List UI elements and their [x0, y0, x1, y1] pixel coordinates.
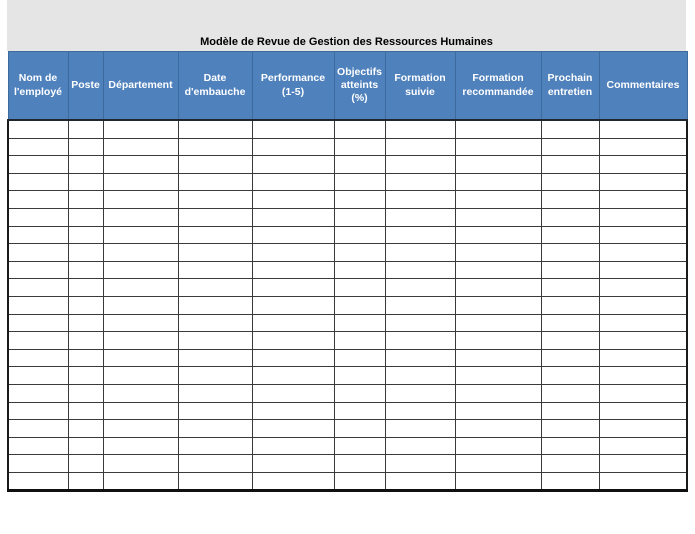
table-cell-performance[interactable] — [252, 191, 334, 209]
table-cell-prochain-entretien[interactable] — [541, 314, 599, 332]
table-cell-nom-employe[interactable] — [8, 138, 68, 156]
table-cell-commentaires[interactable] — [599, 226, 687, 244]
table-cell-objectifs-atteints[interactable] — [334, 472, 385, 491]
table-cell-performance[interactable] — [252, 420, 334, 438]
table-cell-nom-employe[interactable] — [8, 226, 68, 244]
table-cell-formation-recommandee[interactable] — [455, 226, 541, 244]
column-header-formation-recommandee: Formation recommandée — [455, 52, 541, 121]
table-cell-nom-employe[interactable] — [8, 191, 68, 209]
table-cell-poste[interactable] — [68, 120, 103, 138]
table-cell-objectifs-atteints[interactable] — [334, 314, 385, 332]
table-cell-poste[interactable] — [68, 261, 103, 279]
table-cell-departement[interactable] — [103, 191, 178, 209]
title-band — [7, 0, 686, 51]
table-cell-prochain-entretien[interactable] — [541, 402, 599, 420]
column-header-departement: Département — [103, 52, 178, 121]
table-cell-departement[interactable] — [103, 472, 178, 491]
table-cell-poste[interactable] — [68, 314, 103, 332]
table-cell-nom-employe[interactable] — [8, 437, 68, 455]
table-cell-prochain-entretien[interactable] — [541, 332, 599, 350]
table-cell-performance[interactable] — [252, 261, 334, 279]
table-cell-prochain-entretien[interactable] — [541, 226, 599, 244]
table-cell-formation-suivie[interactable] — [385, 402, 455, 420]
table-row — [8, 261, 687, 279]
table-cell-date-embauche[interactable] — [178, 420, 252, 438]
table-cell-objectifs-atteints[interactable] — [334, 279, 385, 297]
table-cell-prochain-entretien[interactable] — [541, 349, 599, 367]
table-cell-date-embauche[interactable] — [178, 314, 252, 332]
table-row — [8, 120, 687, 138]
table-cell-prochain-entretien[interactable] — [541, 208, 599, 226]
column-header-poste: Poste — [68, 52, 103, 121]
table-row — [8, 226, 687, 244]
table-cell-nom-employe[interactable] — [8, 455, 68, 473]
table-cell-formation-suivie[interactable] — [385, 349, 455, 367]
table-cell-commentaires[interactable] — [599, 349, 687, 367]
table-cell-commentaires[interactable] — [599, 402, 687, 420]
table-cell-formation-suivie[interactable] — [385, 191, 455, 209]
table-row — [8, 314, 687, 332]
table-cell-commentaires[interactable] — [599, 420, 687, 438]
table-row — [8, 437, 687, 455]
table-cell-departement[interactable] — [103, 349, 178, 367]
table-cell-departement[interactable] — [103, 261, 178, 279]
table-cell-commentaires[interactable] — [599, 244, 687, 262]
table-cell-departement[interactable] — [103, 296, 178, 314]
table-cell-prochain-entretien[interactable] — [541, 420, 599, 438]
table-cell-commentaires[interactable] — [599, 332, 687, 350]
table-cell-performance[interactable] — [252, 402, 334, 420]
table-cell-performance[interactable] — [252, 472, 334, 491]
table-cell-objectifs-atteints[interactable] — [334, 455, 385, 473]
table-cell-nom-employe[interactable] — [8, 156, 68, 174]
table-cell-poste[interactable] — [68, 420, 103, 438]
table-cell-objectifs-atteints[interactable] — [334, 367, 385, 385]
table-cell-commentaires[interactable] — [599, 138, 687, 156]
table-cell-prochain-entretien[interactable] — [541, 384, 599, 402]
table-cell-performance[interactable] — [252, 208, 334, 226]
table-cell-objectifs-atteints[interactable] — [334, 349, 385, 367]
table-cell-poste[interactable] — [68, 138, 103, 156]
table-cell-formation-suivie[interactable] — [385, 437, 455, 455]
table-cell-date-embauche[interactable] — [178, 191, 252, 209]
table-cell-prochain-entretien[interactable] — [541, 367, 599, 385]
table-cell-nom-employe[interactable] — [8, 296, 68, 314]
table-cell-nom-employe[interactable] — [8, 332, 68, 350]
table-cell-commentaires[interactable] — [599, 455, 687, 473]
table-cell-nom-employe[interactable] — [8, 279, 68, 297]
table-cell-prochain-entretien[interactable] — [541, 437, 599, 455]
table-cell-formation-recommandee[interactable] — [455, 332, 541, 350]
column-header-date-embauche: Date d'embauche — [178, 52, 252, 121]
table-cell-formation-recommandee[interactable] — [455, 437, 541, 455]
table-cell-commentaires[interactable] — [599, 156, 687, 174]
table-cell-date-embauche[interactable] — [178, 472, 252, 491]
table-cell-formation-recommandee[interactable] — [455, 472, 541, 491]
table-cell-departement[interactable] — [103, 208, 178, 226]
table-cell-poste[interactable] — [68, 332, 103, 350]
table-cell-formation-suivie[interactable] — [385, 244, 455, 262]
table-cell-performance[interactable] — [252, 314, 334, 332]
document-title: Modèle de Revue de Gestion des Ressources Humaines — [200, 36, 493, 48]
table-cell-formation-suivie[interactable] — [385, 455, 455, 473]
table-cell-prochain-entretien[interactable] — [541, 191, 599, 209]
table-cell-performance[interactable] — [252, 138, 334, 156]
table-cell-date-embauche[interactable] — [178, 402, 252, 420]
table-cell-objectifs-atteints[interactable] — [334, 156, 385, 174]
table-cell-objectifs-atteints[interactable] — [334, 384, 385, 402]
table-cell-formation-suivie[interactable] — [385, 472, 455, 491]
table-cell-performance[interactable] — [252, 384, 334, 402]
table-cell-commentaires[interactable] — [599, 173, 687, 191]
column-header-prochain-entretien: Prochain entretien — [541, 52, 599, 121]
table-cell-formation-suivie[interactable] — [385, 420, 455, 438]
column-header-performance: Performance (1-5) — [252, 52, 334, 121]
table-cell-formation-suivie[interactable] — [385, 261, 455, 279]
table-cell-formation-recommandee[interactable] — [455, 314, 541, 332]
table-cell-date-embauche[interactable] — [178, 208, 252, 226]
table-cell-formation-suivie[interactable] — [385, 384, 455, 402]
table-cell-performance[interactable] — [252, 455, 334, 473]
table-cell-formation-recommandee[interactable] — [455, 384, 541, 402]
table-cell-date-embauche[interactable] — [178, 279, 252, 297]
table-cell-departement[interactable] — [103, 120, 178, 138]
table-cell-departement[interactable] — [103, 173, 178, 191]
table-cell-commentaires[interactable] — [599, 314, 687, 332]
table-cell-formation-recommandee[interactable] — [455, 420, 541, 438]
table-cell-date-embauche[interactable] — [178, 156, 252, 174]
column-header-formation-suivie: Formation suivie — [385, 52, 455, 121]
table-cell-poste[interactable] — [68, 349, 103, 367]
table-cell-prochain-entretien[interactable] — [541, 244, 599, 262]
table-cell-nom-employe[interactable] — [8, 208, 68, 226]
table-cell-performance[interactable] — [252, 120, 334, 138]
table-cell-departement[interactable] — [103, 402, 178, 420]
table-row — [8, 402, 687, 420]
column-header-objectifs-atteints: Objectifs atteints (%) — [334, 52, 385, 121]
table-cell-objectifs-atteints[interactable] — [334, 332, 385, 350]
table-cell-departement[interactable] — [103, 156, 178, 174]
table-cell-prochain-entretien[interactable] — [541, 261, 599, 279]
table-cell-performance[interactable] — [252, 296, 334, 314]
table-cell-commentaires[interactable] — [599, 296, 687, 314]
table-cell-nom-employe[interactable] — [8, 244, 68, 262]
table-cell-objectifs-atteints[interactable] — [334, 173, 385, 191]
table-cell-nom-employe[interactable] — [8, 173, 68, 191]
table-cell-performance[interactable] — [252, 437, 334, 455]
table-cell-performance[interactable] — [252, 156, 334, 174]
table-cell-formation-suivie[interactable] — [385, 367, 455, 385]
table-cell-formation-recommandee[interactable] — [455, 244, 541, 262]
table-cell-nom-employe[interactable] — [8, 349, 68, 367]
table-cell-objectifs-atteints[interactable] — [334, 244, 385, 262]
table-cell-objectifs-atteints[interactable] — [334, 208, 385, 226]
table-cell-objectifs-atteints[interactable] — [334, 402, 385, 420]
table-cell-performance[interactable] — [252, 349, 334, 367]
table-row — [8, 191, 687, 209]
table-cell-performance[interactable] — [252, 279, 334, 297]
table-cell-poste[interactable] — [68, 402, 103, 420]
table-cell-objectifs-atteints[interactable] — [334, 226, 385, 244]
table-cell-formation-recommandee[interactable] — [455, 173, 541, 191]
table-cell-poste[interactable] — [68, 296, 103, 314]
column-header-nom-employe: Nom de l'employé — [8, 52, 68, 121]
table-cell-departement[interactable] — [103, 332, 178, 350]
column-header-commentaires: Commentaires — [599, 52, 687, 121]
table-cell-poste[interactable] — [68, 156, 103, 174]
table-cell-prochain-entretien[interactable] — [541, 279, 599, 297]
table-cell-objectifs-atteints[interactable] — [334, 138, 385, 156]
table-cell-nom-employe[interactable] — [8, 420, 68, 438]
table-cell-formation-suivie[interactable] — [385, 138, 455, 156]
table-row — [8, 332, 687, 350]
table-cell-formation-suivie[interactable] — [385, 208, 455, 226]
table-cell-objectifs-atteints[interactable] — [334, 261, 385, 279]
table-cell-poste[interactable] — [68, 384, 103, 402]
table-cell-formation-suivie[interactable] — [385, 173, 455, 191]
table-cell-formation-recommandee[interactable] — [455, 367, 541, 385]
table-cell-nom-employe[interactable] — [8, 384, 68, 402]
table-cell-poste[interactable] — [68, 367, 103, 385]
table-cell-nom-employe[interactable] — [8, 402, 68, 420]
table-cell-formation-recommandee[interactable] — [455, 349, 541, 367]
table-cell-commentaires[interactable] — [599, 367, 687, 385]
table-cell-poste[interactable] — [68, 173, 103, 191]
table-cell-formation-suivie[interactable] — [385, 156, 455, 174]
table-cell-formation-suivie[interactable] — [385, 120, 455, 138]
table-cell-objectifs-atteints[interactable] — [334, 420, 385, 438]
hr-review-table — [7, 51, 688, 492]
table-cell-performance[interactable] — [252, 367, 334, 385]
table-row — [8, 156, 687, 174]
table-row — [8, 296, 687, 314]
table-cell-prochain-entretien[interactable] — [541, 156, 599, 174]
table-cell-date-embauche[interactable] — [178, 455, 252, 473]
table-cell-prochain-entretien[interactable] — [541, 173, 599, 191]
table-row — [8, 384, 687, 402]
table-cell-formation-suivie[interactable] — [385, 314, 455, 332]
table-cell-poste[interactable] — [68, 208, 103, 226]
table-cell-objectifs-atteints[interactable] — [334, 296, 385, 314]
table-row — [8, 173, 687, 191]
table-cell-commentaires[interactable] — [599, 261, 687, 279]
table-cell-departement[interactable] — [103, 226, 178, 244]
table-cell-formation-recommandee[interactable] — [455, 138, 541, 156]
table-cell-formation-suivie[interactable] — [385, 332, 455, 350]
table-cell-departement[interactable] — [103, 437, 178, 455]
table-cell-performance[interactable] — [252, 173, 334, 191]
table-cell-date-embauche[interactable] — [178, 367, 252, 385]
table-cell-formation-suivie[interactable] — [385, 226, 455, 244]
table-cell-commentaires[interactable] — [599, 384, 687, 402]
table-cell-performance[interactable] — [252, 332, 334, 350]
table-cell-nom-employe[interactable] — [8, 261, 68, 279]
table-cell-date-embauche[interactable] — [178, 261, 252, 279]
table-cell-prochain-entretien[interactable] — [541, 472, 599, 491]
table-cell-date-embauche[interactable] — [178, 437, 252, 455]
table-cell-formation-recommandee[interactable] — [455, 156, 541, 174]
table-cell-poste[interactable] — [68, 226, 103, 244]
table-cell-prochain-entretien[interactable] — [541, 138, 599, 156]
table-cell-poste[interactable] — [68, 437, 103, 455]
table-cell-commentaires[interactable] — [599, 472, 687, 491]
table-cell-formation-recommandee[interactable] — [455, 261, 541, 279]
table-cell-nom-employe[interactable] — [8, 314, 68, 332]
table-cell-formation-suivie[interactable] — [385, 279, 455, 297]
table-cell-departement[interactable] — [103, 420, 178, 438]
table-cell-date-embauche[interactable] — [178, 349, 252, 367]
table-cell-commentaires[interactable] — [599, 437, 687, 455]
table-cell-prochain-entretien[interactable] — [541, 120, 599, 138]
table-cell-date-embauche[interactable] — [178, 296, 252, 314]
table-cell-poste[interactable] — [68, 191, 103, 209]
table-cell-date-embauche[interactable] — [178, 120, 252, 138]
table-cell-nom-employe[interactable] — [8, 367, 68, 385]
table-cell-performance[interactable] — [252, 244, 334, 262]
table-cell-objectifs-atteints[interactable] — [334, 120, 385, 138]
table-cell-performance[interactable] — [252, 226, 334, 244]
table-row — [8, 208, 687, 226]
table-cell-commentaires[interactable] — [599, 120, 687, 138]
table-cell-poste[interactable] — [68, 279, 103, 297]
table-cell-date-embauche[interactable] — [178, 332, 252, 350]
table-row — [8, 349, 687, 367]
table-cell-date-embauche[interactable] — [178, 244, 252, 262]
table-cell-departement[interactable] — [103, 314, 178, 332]
table-cell-departement[interactable] — [103, 279, 178, 297]
table-cell-departement[interactable] — [103, 138, 178, 156]
table-cell-poste[interactable] — [68, 244, 103, 262]
table-cell-departement[interactable] — [103, 367, 178, 385]
table-cell-formation-recommandee[interactable] — [455, 455, 541, 473]
table-cell-poste[interactable] — [68, 472, 103, 491]
table-cell-prochain-entretien[interactable] — [541, 296, 599, 314]
table-cell-objectifs-atteints[interactable] — [334, 437, 385, 455]
table-cell-date-embauche[interactable] — [178, 384, 252, 402]
table-cell-formation-recommandee[interactable] — [455, 402, 541, 420]
table-row — [8, 420, 687, 438]
table-row — [8, 138, 687, 156]
table-row — [8, 472, 687, 491]
table-cell-objectifs-atteints[interactable] — [334, 191, 385, 209]
table-header-row — [8, 52, 687, 121]
table-cell-formation-recommandee[interactable] — [455, 208, 541, 226]
table-cell-poste[interactable] — [68, 455, 103, 473]
table-cell-formation-recommandee[interactable] — [455, 191, 541, 209]
table-cell-departement[interactable] — [103, 384, 178, 402]
table-row — [8, 455, 687, 473]
table-cell-nom-employe[interactable] — [8, 120, 68, 138]
table-cell-commentaires[interactable] — [599, 279, 687, 297]
table-row — [8, 279, 687, 297]
table-cell-commentaires[interactable] — [599, 191, 687, 209]
table-row — [8, 367, 687, 385]
table-cell-formation-recommandee[interactable] — [455, 296, 541, 314]
table-cell-formation-recommandee[interactable] — [455, 120, 541, 138]
table-cell-date-embauche[interactable] — [178, 138, 252, 156]
table-cell-formation-recommandee[interactable] — [455, 279, 541, 297]
table-cell-date-embauche[interactable] — [178, 226, 252, 244]
table-cell-date-embauche[interactable] — [178, 173, 252, 191]
table-cell-formation-suivie[interactable] — [385, 296, 455, 314]
table-cell-departement[interactable] — [103, 244, 178, 262]
table-cell-prochain-entretien[interactable] — [541, 455, 599, 473]
table-cell-nom-employe[interactable] — [8, 472, 68, 491]
table-row — [8, 244, 687, 262]
table-cell-commentaires[interactable] — [599, 208, 687, 226]
table-cell-departement[interactable] — [103, 455, 178, 473]
